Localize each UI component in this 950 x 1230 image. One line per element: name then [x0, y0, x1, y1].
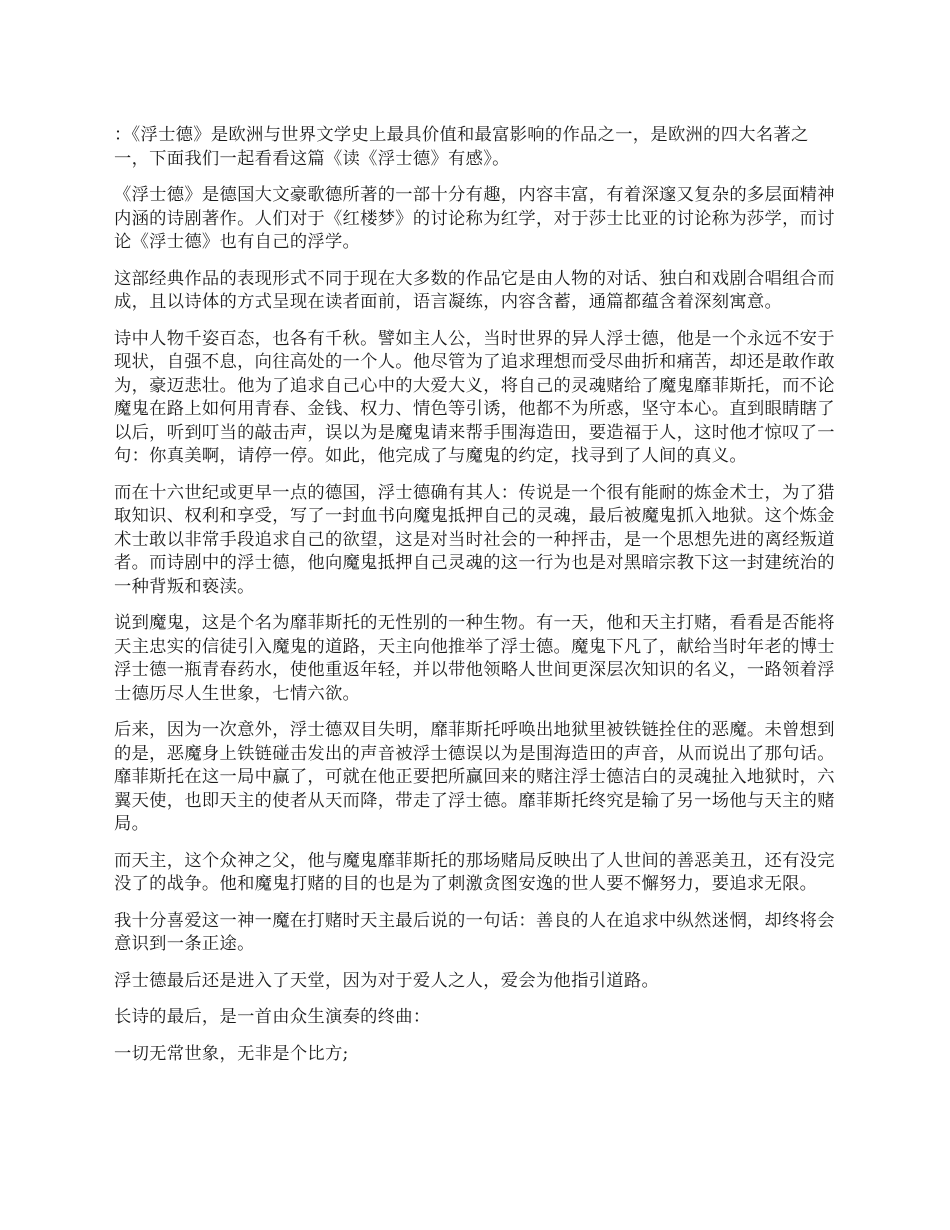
paragraph: 《浮士德》是德国大文豪歌德所著的一部十分有趣，内容丰富，有着深邃又复杂的多层面精神内涵的诗剧著作。人们对于《红楼梦》的讨论称为红学，对于莎士比亚的讨论称为莎学，而讨论《浮士德》也有自己的浮学。: [114, 185, 835, 252]
paragraph: 诗中人物千姿百态，也各有千秋。譬如主人公，当时世界的异人浮士德，他是一个永远不安于现状，自强不息，向往高处的一个人。他尽管为了追求理想而受尽曲折和痛苦，却还是敢作敢为，豪迈悲壮。他为了追求自己心中的大爱大义，将自己的灵魂赌给了魔鬼靡菲斯托，而不论魔鬼在路上如何用青春、金钱、权力、情色等引诱，他都不为所惑，坚守本心。直到眼睛瞎了以后，听到叮当的敲击声，误以为是魔鬼请来帮手围海造田，要造福于人，这时他才惊叹了一句：你真美啊，请停一停。如此，他完成了与魔鬼的约定，找寻到了人间的真义。: [114, 328, 835, 466]
paragraph: 说到魔鬼，这是个名为靡菲斯托的无性别的一种生物。有一天，他和天主打赌，看看是否能将天主忠实的信徒引入魔鬼的道路，天主向他推举了浮士德。魔鬼下凡了，献给当时年老的博士浮士德一瓶青春药水，使他重返年轻，并以带他领略人世间更深层次知识的名义，一路领着浮士德历尽人生世象，七情六欲。: [114, 613, 835, 704]
paragraph: 而在十六世纪或更早一点的德国，浮士德确有其人：传说是一个很有能耐的炼金术士，为了猎取知识、权利和享受，写了一封血书向魔鬼抵押自己的灵魂，最后被魔鬼抓入地狱。这个炼金术士敢以非常手段追求自己的欲望，这是对当时社会的一种抨击，是一个思想先进的离经叛道者。而诗剧中的浮士德，他向魔鬼抵押自己灵魂的这一行为也是对黑暗宗教下这一封建统治的一种背叛和亵渎。: [114, 482, 835, 597]
paragraph: 后来，因为一次意外，浮士德双目失明，靡菲斯托呼唤出地狱里被铁链拴住的恶魔。未曾想到的是，恶魔身上铁链碰击发出的声音被浮士德误以为是围海造田的声音，从而说出了那句话。靡菲斯托在这一局中赢了，可就在他正要把所赢回来的赌注浮士德洁白的灵魂扯入地狱时，六翼天使，也即天主的使者从天而降，带走了浮士德。靡菲斯托终究是输了另一场他与天主的赌局。: [114, 720, 835, 834]
document-body: [114, 124, 838, 1079]
paragraph: 这部经典作品的表现形式不同于现在大多数的作品它是由人物的对话、独白和戏剧合唱组合而成，且以诗体的方式呈现在读者面前，语言凝练，内容含蓄，通篇都蕴含着深刻寓意。: [114, 268, 835, 312]
paragraph: 浮士德最后还是进入了天堂，因为对于爱人之人，爱会为他指引道路。: [114, 970, 660, 991]
poem-line: 一切无常世象，无非是个比方;: [114, 1043, 349, 1064]
paragraph: 而天主，这个众神之父，他与魔鬼靡菲斯托的那场赌局反映出了人世间的善恶美丑，还有没完没了的战争。他和魔鬼打赌的目的也是为了刺激贪图安逸的世人要不懈努力，要追求无限。: [114, 850, 835, 894]
paragraph: 我十分喜爱这一神一魔在打赌时天主最后说的一句话：善良的人在追求中纵然迷惘，却终将会意识到一条正途。: [114, 910, 835, 954]
paragraph: 长诗的最后，是一首由众生演奏的终曲：: [114, 1007, 431, 1027]
paragraph-intro: ：《浮士德》是欧洲与世界文学史上最具价值和最富影响的作品之一，是欧洲的四大名著之一，下面我们一起看看这篇《读《浮士德》有感》。: [114, 125, 809, 169]
